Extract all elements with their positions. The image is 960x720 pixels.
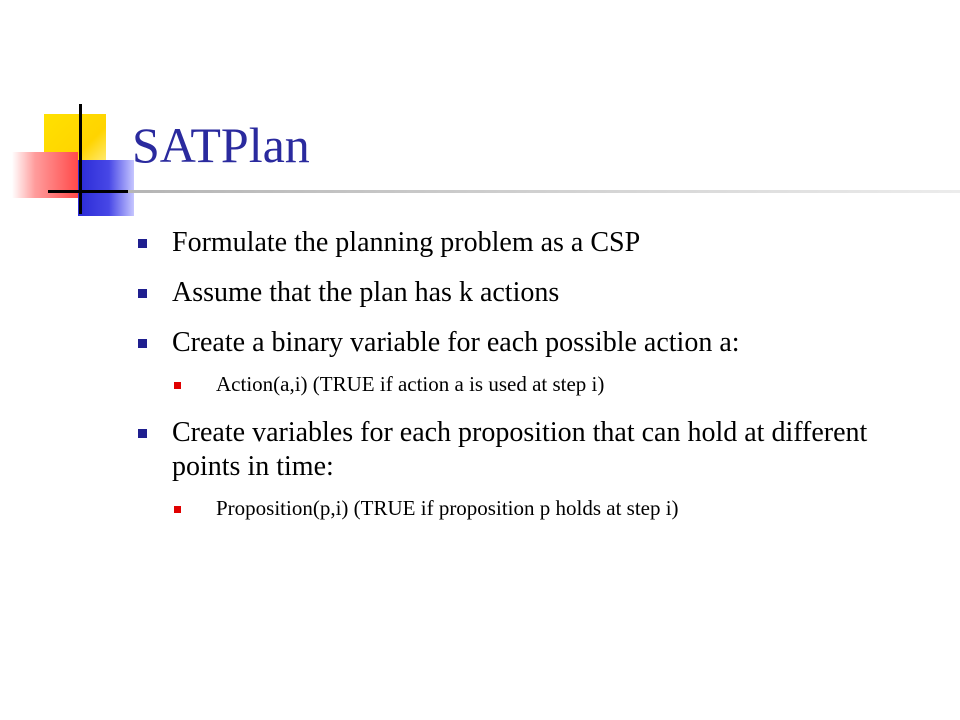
- bullet-item: [134, 416, 934, 484]
- sub-bullet-square-icon: [174, 506, 181, 513]
- sub-bullet-item: [172, 494, 934, 522]
- sub-bullet-item: [172, 370, 934, 398]
- ornament-blue-square: [78, 160, 134, 216]
- bullet-item: [134, 276, 934, 310]
- bullet-text: Create a binary variable for each possible action a:: [172, 327, 740, 358]
- bullet-item: [134, 326, 934, 360]
- bullet-text: Assume that the plan has k actions: [172, 277, 560, 308]
- bullet-square-icon: [138, 429, 147, 438]
- bullet-text: Formulate the planning problem as a CSP: [172, 227, 641, 258]
- title-ornament: [0, 0, 140, 230]
- bullet-square-icon: [138, 289, 147, 298]
- bullet-square-icon: [138, 239, 147, 248]
- bullet-item: [134, 226, 934, 260]
- ornament-horizontal-line: [48, 190, 132, 193]
- bullet-list: [134, 226, 934, 540]
- slide-title: SATPlan: [132, 117, 310, 173]
- bullet-text: Create variables for each proposition that can hold at different points in time:: [172, 417, 868, 482]
- sub-bullet-text: Action(a,i) (TRUE if action a is used at step i): [216, 372, 605, 396]
- ornament-vertical-line: [79, 104, 82, 214]
- bullet-square-icon: [138, 339, 147, 348]
- sub-bullet-text: Proposition(p,i) (TRUE if proposition p holds at step i): [216, 496, 679, 520]
- title-underline: [128, 190, 960, 193]
- sub-bullet-square-icon: [174, 382, 181, 389]
